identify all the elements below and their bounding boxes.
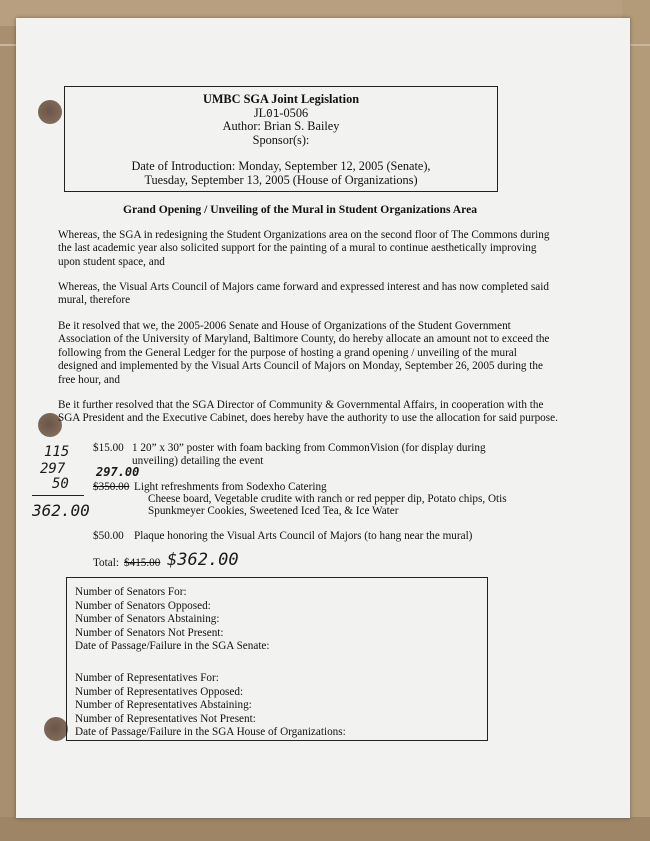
vote-section-gap xyxy=(75,654,487,672)
handwritten-refreshments-correction: 297.00 xyxy=(96,465,140,479)
representatives-abstaining: Number of Representatives Abstaining: xyxy=(75,699,252,712)
representatives-opposed: Number of Representatives Opposed: xyxy=(75,685,244,698)
budget-desc-plaque: Plaque honoring the Visual Arts Council of Majors (to hang near the mural) xyxy=(134,530,473,542)
budget-amount-plaque: $50.00 xyxy=(93,530,124,542)
representatives-not-present: Number of Representatives Not Present: xyxy=(75,712,256,725)
whereas-paragraph-2: Whereas, the Visual Arts Council of Majors came forward and expressed interest and has now completed said mural, therefore xyxy=(58,281,549,307)
budget-amount-poster: $15.00 xyxy=(93,442,124,454)
introduction-date-house: Tuesday, September 13, 2005 (House of Organizations) xyxy=(144,172,418,187)
org-title: UMBC SGA Joint Legislation xyxy=(202,92,360,106)
senators-abstaining: Number of Senators Abstaining: xyxy=(75,613,220,626)
total-handwritten-amount: $362.00 xyxy=(167,550,239,570)
handwritten-tally-total: 362.00 xyxy=(32,501,90,520)
background-board-bottom xyxy=(0,817,650,841)
legislation-prefix: JL xyxy=(253,105,267,120)
senators-not-present: Number of Senators Not Present: xyxy=(75,626,224,639)
whereas-paragraph-1: Whereas, the SGA in redesigning the Student Organizations area on the second floor of The Commons during the last academic year also solicited support for the painting of a mural to continue aesthetically improving upon student space, and xyxy=(58,229,550,268)
resolved-paragraph-1: Be it resolved that we, the 2005-2006 Senate and House of Organizations of the Student Government Association of the University of Maryland, Baltimore County, do hereby allocate an amount not to exceed the following from the General Ledger for the purpose of hosting a grand opening / unveiling of the mural designed and implemented by the Visual Arts Council of Majors on Monday, September 26, 2005 during the free hour, and xyxy=(58,320,550,386)
author-line: Author: Brian S. Bailey xyxy=(222,119,340,133)
resolved-paragraph-2: Be it further resolved that the SGA Director of Community & Governmental Affairs, in cooperation with the SGA President and the Executive Cabinet, does hereby have the authority to use the allocation for said purpose. xyxy=(58,399,558,425)
legislation-suffix: -0506 xyxy=(279,105,309,120)
budget-desc-refreshments-line3: Spunkmeyer Cookies, Sweetened Iced Tea, & Ice Water xyxy=(148,505,399,517)
vote-record-box xyxy=(66,577,488,741)
punch-hole-bottom xyxy=(44,717,68,741)
budget-desc-poster-line1: 1 20” x 30” poster with foam backing from CommonVision (for display during xyxy=(132,442,486,454)
handwritten-tally-1: 115 xyxy=(44,444,70,460)
senate-passage-date: Date of Passage/Failure in the SGA Senate: xyxy=(75,640,270,653)
house-passage-date: Date of Passage/Failure in the SGA House of Organizations: xyxy=(75,726,346,739)
introduction-date-senate: Date of Introduction: Monday, September 12, 2005 (Senate), xyxy=(131,159,431,173)
senators-opposed: Number of Senators Opposed: xyxy=(75,599,211,612)
legislation-header-box xyxy=(64,86,498,192)
punch-hole-top xyxy=(38,100,62,124)
senators-for: Number of Senators For: xyxy=(75,586,187,598)
total-original-amount: $415.00 xyxy=(124,557,161,569)
legislation-number xyxy=(65,107,497,121)
handwritten-tally-2: 297 xyxy=(40,461,66,477)
budget-amount-refreshments: $350.00 xyxy=(93,481,130,493)
legislation-handwritten-digits: 01 xyxy=(266,106,280,120)
handwritten-sum-line xyxy=(32,495,84,496)
total-label: Total: xyxy=(93,557,119,569)
budget-desc-refreshments-line1: Light refreshments from Sodexho Catering xyxy=(134,481,327,493)
sponsors-line: Sponsor(s): xyxy=(252,132,310,147)
budget-desc-refreshments-line2: Cheese board, Vegetable crudite with ranch or red pepper dip, Potato chips, Otis xyxy=(148,493,507,505)
representatives-for: Number of Representatives For: xyxy=(75,671,219,684)
handwritten-tally-3: 50 xyxy=(52,476,69,492)
document-title: Grand Opening / Unveiling of the Mural in Student Organizations Area xyxy=(122,203,478,216)
budget-desc-poster-line2: unveiling) detailing the event xyxy=(132,455,264,467)
